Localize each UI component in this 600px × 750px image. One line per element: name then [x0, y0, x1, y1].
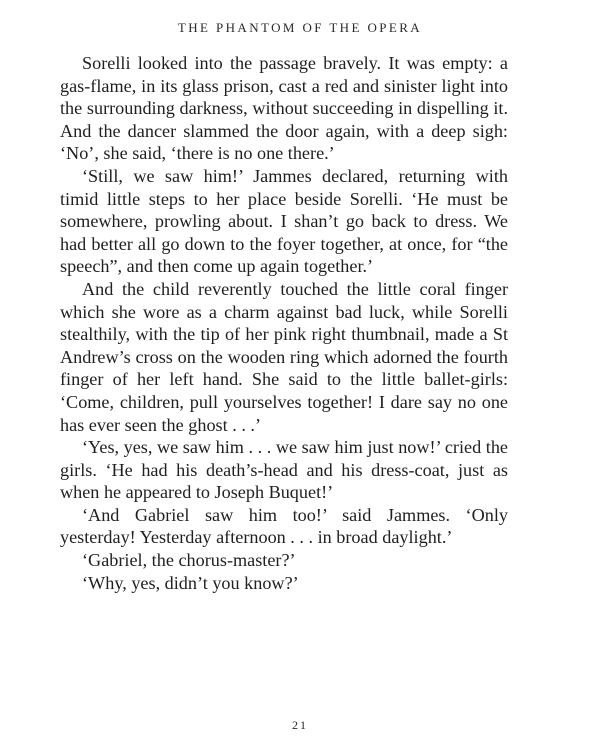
paragraph: And the child reverently touched the little coral finger which she wore as a charm against bad luck, while Sorelli stealthily, with the tip of her pink right thumbnail, made a St Andrew’s cross on the wooden ring which adorned the fourth finger of her left hand. She said to the little ballet-girls: ‘Come, children, pull yourselves together! I dare say no one has ever seen the ghost . . .’ [60, 278, 508, 435]
paragraph: ‘Still, we saw him!’ Jammes declared, returning with timid little steps to her place beside Sorelli. ‘He must be somewhere, prowling about. I shan’t go back to dress. We had better all go down to the foyer together, at once, for “the speech”, and then come up again together.’ [60, 165, 508, 277]
paragraph: ‘Gabriel, the chorus-master?’ [82, 550, 296, 571]
page-number: 21 [292, 718, 308, 732]
paragraph: ‘Why, yes, didn’t you know?’ [82, 572, 299, 593]
body-text [60, 52, 508, 594]
paragraph: ‘Yes, yes, we saw him . . . we saw him just now!’ cried the girls. ‘He had his death’s-head and his dress-coat, just as when he appeared to Joseph Buquet!’ [60, 437, 508, 503]
running-title: THE PHANTOM OF THE OPERA [177, 20, 423, 35]
paragraph: Sorelli looked into the passage bravely. It was empty: a gas-flame, in its glass prison, cast a red and sinister light into the surrounding darkness, without succeeding in dispelling it. And the dancer slammed the door again, with a deep sigh: ‘No’, she said, ‘there is no one there.’ [60, 53, 508, 164]
paragraph: ‘And Gabriel saw him too!’ said Jammes. ‘Only yesterday! Yesterday afternoon . . . in broad daylight.’ [60, 504, 508, 548]
